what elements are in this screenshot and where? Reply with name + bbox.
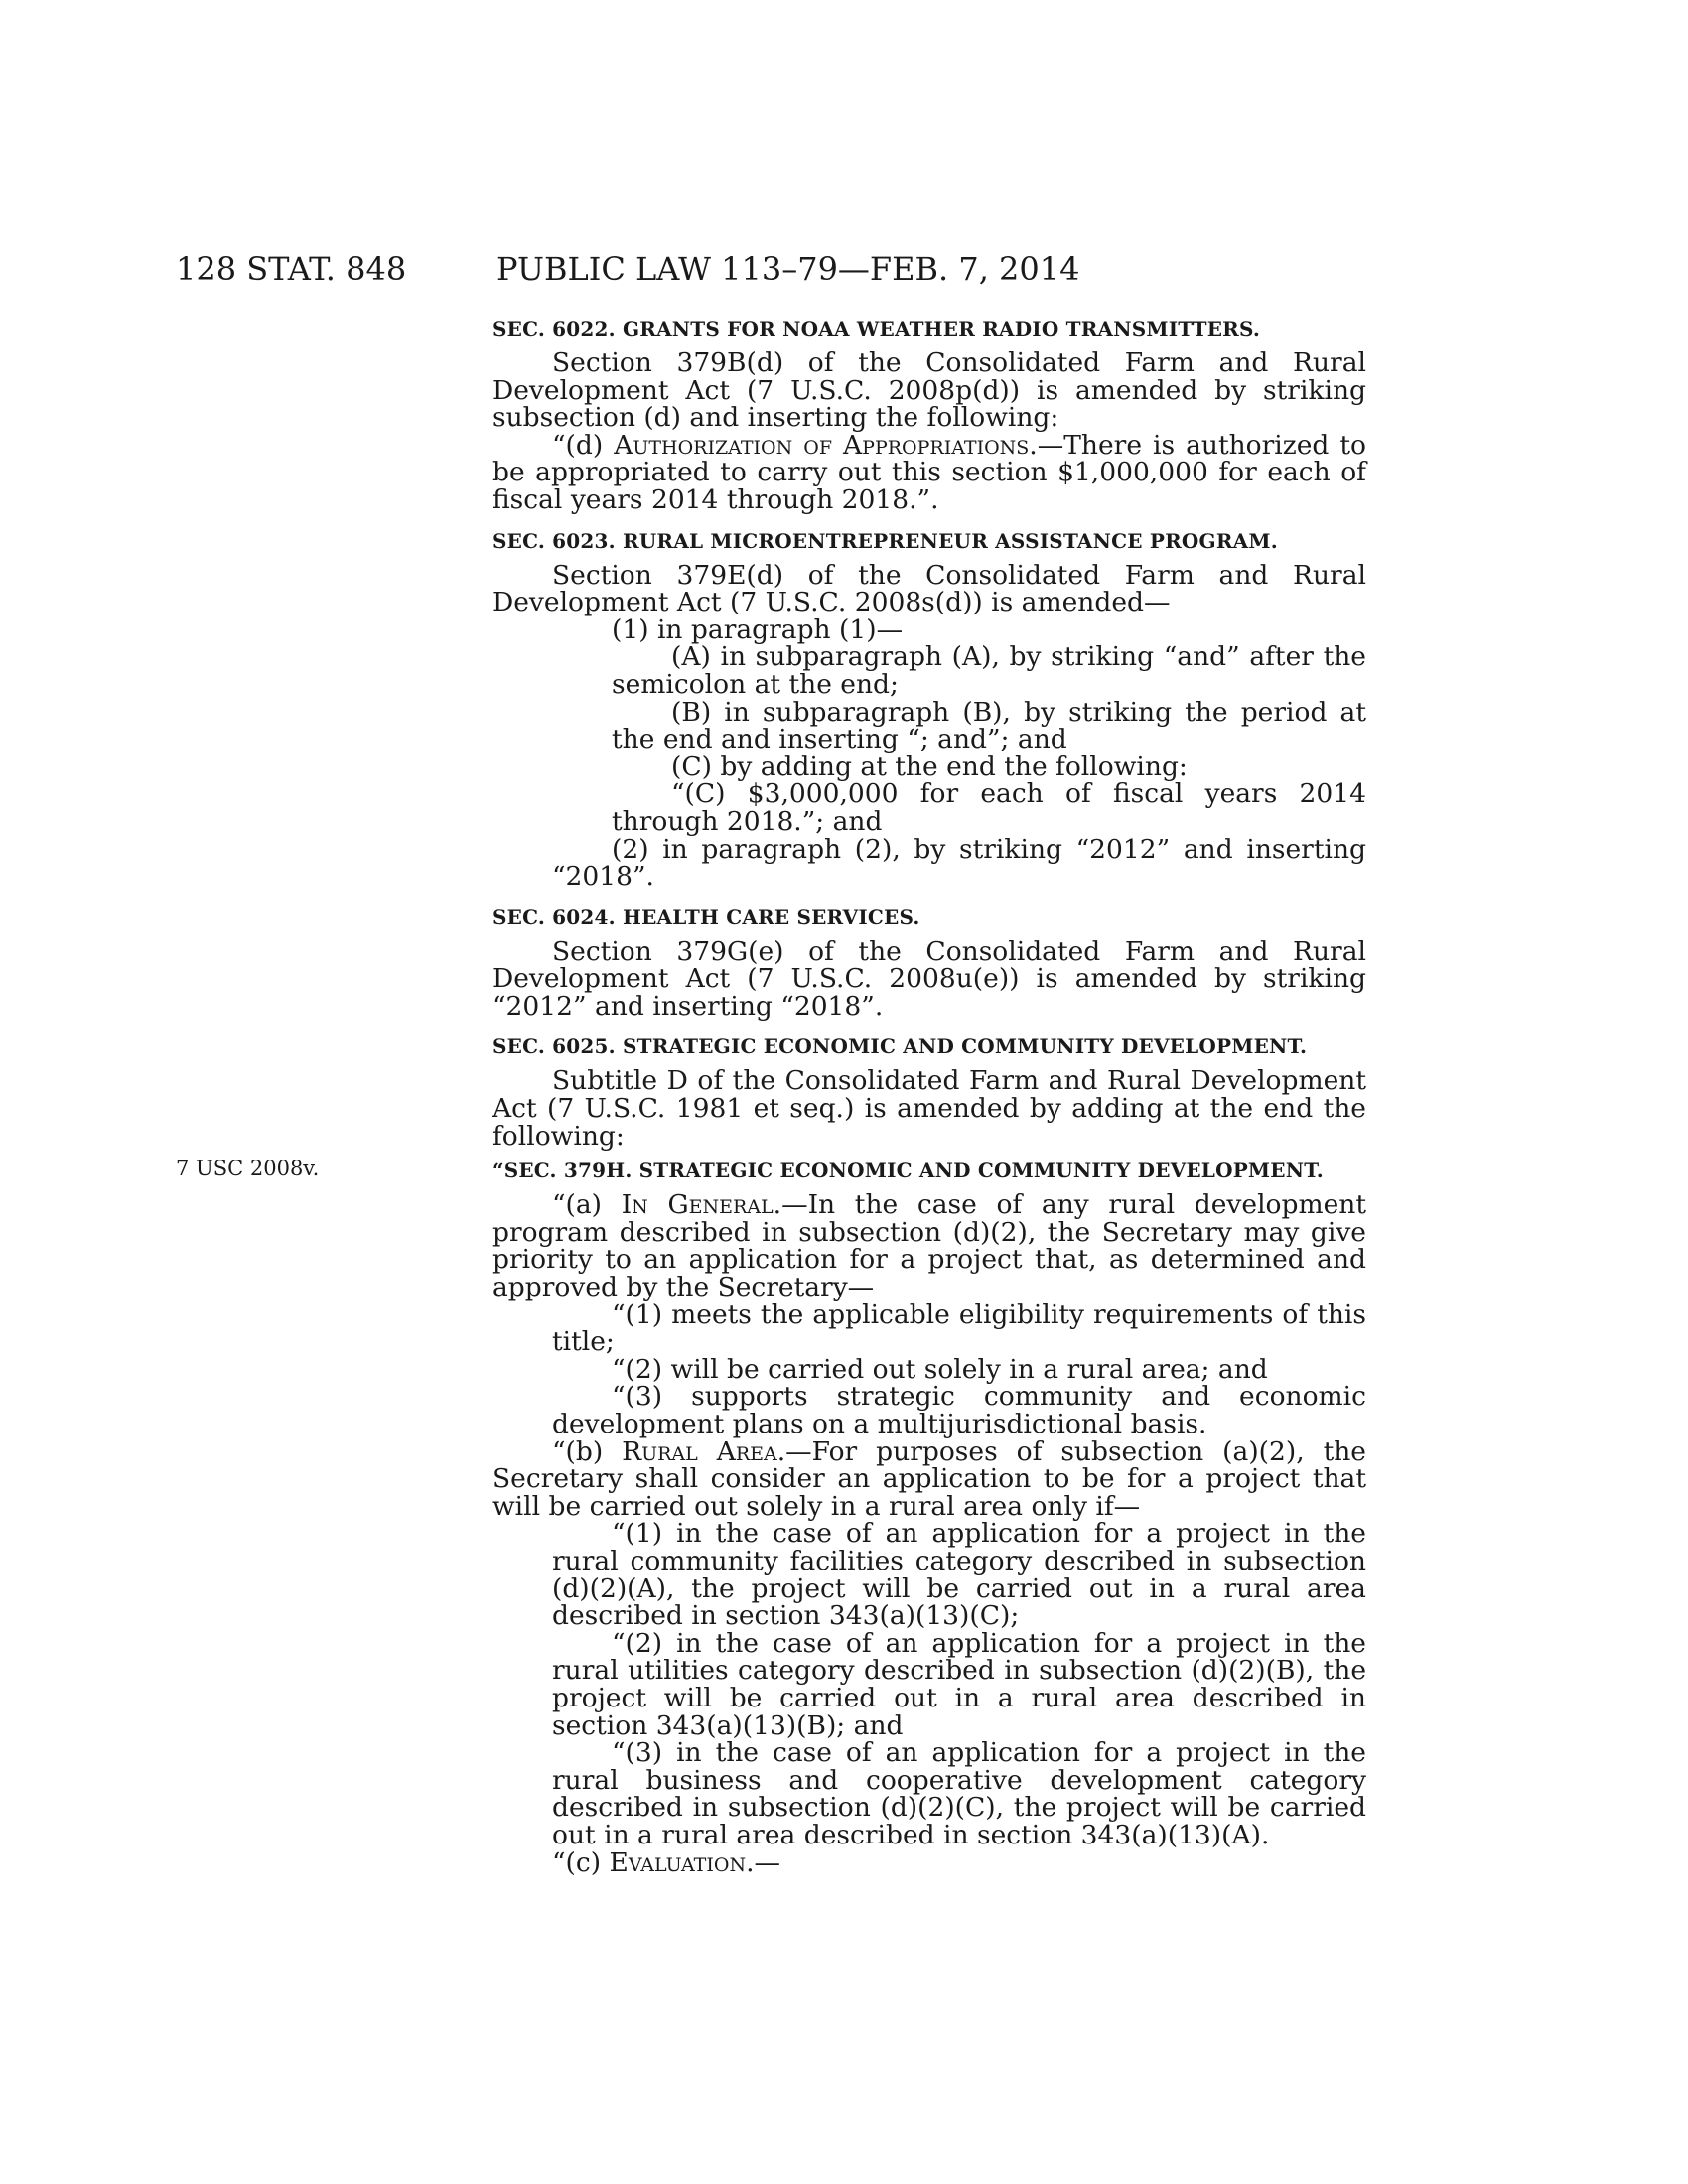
paragraph-2: (2) in paragraph (2), by striking “2012” and inserting “2018”. <box>552 833 1366 892</box>
section-heading-379h: “SEC. 379H. STRATEGIC ECONOMIC AND COMMUNITY DEVELOPMENT. <box>492 1159 1324 1183</box>
subsection-c: “(c) Evaluation.— <box>552 1846 781 1878</box>
subparagraph-b: (B) in subparagraph (B), by striking the period at the end and inserting “; and”; and <box>612 696 1366 755</box>
page-number: 128 STAT. 848 <box>176 250 407 288</box>
section-heading-6023: SEC. 6023. RURAL MICROENTREPRENEUR ASSISTANCE PROGRAM. <box>492 528 1278 553</box>
subsection-a-paragraph-2: “(2) will be carried out solely in a rural area; and <box>612 1353 1268 1385</box>
section-heading-6022: SEC. 6022. GRANTS FOR NOAA WEATHER RADIO TRANSMITTERS. <box>492 317 1261 341</box>
section-6025-intro: Subtitle D of the Consolidated Farm and Rural Development Act (7 U.S.C. 1981 et seq.) is amended by adding at the end the following: <box>492 1065 1366 1152</box>
subsection-heading: In General <box>621 1189 774 1221</box>
section-6022-intro: Section 379B(d) of the Consolidated Farm and Rural Development Act (7 U.S.C. 2008p(d)) is amended by striking subsection (d) and inserting the following: <box>492 347 1366 434</box>
subsection-a-paragraph-1: “(1) meets the applicable eligibility requirements of this title; <box>552 1298 1366 1358</box>
section-heading-6025: SEC. 6025. STRATEGIC ECONOMIC AND COMMUNITY DEVELOPMENT. <box>492 1034 1308 1059</box>
section-heading-6024: SEC. 6024. HEALTH CARE SERVICES. <box>492 904 920 929</box>
subsection-b-paragraph-2: “(2) in the case of an application for a project in the rural utilities category described in subsection (d)(2)(B), the project will be carried out in a rural area described in section 343(a)(13)(B); and <box>552 1627 1366 1741</box>
subsection-heading: Evaluation <box>609 1846 747 1878</box>
subsection-b-paragraph-3: “(3) in the case of an application for a project in the rural business and cooperative development category described in subsection (d)(2)(C), the project will be carried out in a rural area described in section 343(a)(13)(A). <box>552 1737 1366 1850</box>
section-6023-intro: Section 379E(d) of the Consolidated Farm and Rural Development Act (7 U.S.C. 2008s(d)) is amended— <box>492 559 1366 618</box>
document-body <box>492 316 1366 1876</box>
subparagraph-a: (A) in subparagraph (A), by striking “and” after the semicolon at the end; <box>612 641 1366 700</box>
subparagraph-c: (C) by adding at the end the following: <box>671 751 1188 782</box>
paragraph-1: (1) in paragraph (1)— <box>612 614 904 645</box>
subsection-heading: Authorization of Appropriations <box>614 429 1030 461</box>
subsection-b-paragraph-1: “(1) in the case of an application for a project in the rural community facilities category described in subsection (d)(2)(A), the project will be carried out in a rural area described in section 343(a)(13)(C); <box>552 1518 1366 1632</box>
subsection-a: “(a) In General.—In the case of any rural development program described in subsection (d)(2), the Secretary may give priority to an application for a project that, as determined and approved by the Secretary— <box>492 1189 1366 1303</box>
section-6024-text: Section 379G(e) of the Consolidated Farm and Rural Development Act (7 U.S.C. 2008u(e)) is amended by striking “2012” and inserting “2018”. <box>492 935 1366 1022</box>
section-6022-subsection-d: “(d) Authorization of Appropriations.—There is authorized to be appropriated to carry out this section $1,000,000 for each of fiscal years 2014 through 2018.”. <box>492 429 1366 515</box>
quoted-subparagraph-c: “(C) $3,000,000 for each of fiscal years 2014 through 2018.”; and <box>612 778 1366 837</box>
subsection-b: “(b) Rural Area.—For purposes of subsection (a)(2), the Secretary shall consider an application to be for a project that will be carried out solely in a rural area only if— <box>492 1435 1366 1522</box>
subsection-a-paragraph-3: “(3) supports strategic community and economic development plans on a multijurisdictional basis. <box>552 1381 1366 1439</box>
margin-note: 7 USC 2008v. <box>176 1157 320 1180</box>
subsection-heading: Rural Area <box>622 1435 777 1467</box>
running-header: PUBLIC LAW 113–79—FEB. 7, 2014 <box>496 250 1080 288</box>
